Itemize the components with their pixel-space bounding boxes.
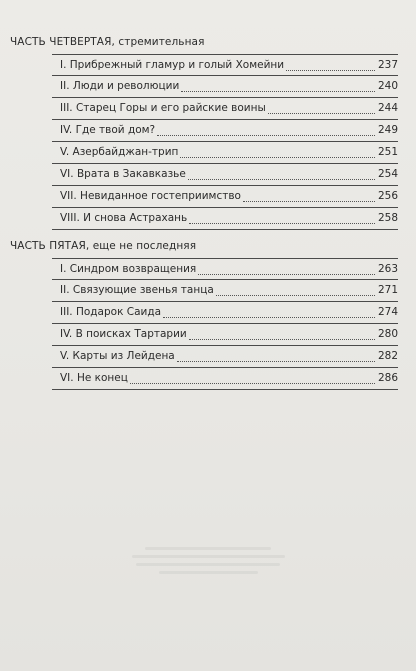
- toc-entry-page: 286: [377, 372, 398, 384]
- toc-entry-page: 271: [377, 284, 398, 296]
- part-title: ЧАСТЬ ЧЕТВЕРТАЯ, стремительная: [10, 36, 205, 48]
- toc-entry-title: VI. Не конец: [60, 372, 128, 384]
- toc-entry-title: VII. Невиданное гостеприимство: [60, 190, 241, 202]
- leader-dots: [157, 134, 375, 136]
- toc-entry: [52, 164, 398, 186]
- toc-entry-page: 258: [377, 212, 398, 224]
- toc-entry: [52, 76, 398, 98]
- toc-entry: [52, 142, 398, 164]
- toc-entry-title: VI. Врата в Закавказье: [60, 168, 186, 180]
- toc-entry-page: 237: [377, 59, 398, 71]
- toc-entry: [52, 120, 398, 142]
- leader-dots: [198, 273, 375, 275]
- toc-entry-title: V. Азербайджан-трип: [60, 146, 179, 158]
- toc-entry-title: IV. Где твой дом?: [60, 124, 156, 136]
- leader-dots: [180, 156, 375, 158]
- toc-entry-page: 282: [377, 350, 398, 362]
- toc-entry-title: IV. В поисках Тартарии: [60, 328, 187, 340]
- toc-list: [52, 54, 398, 230]
- leader-dots: [268, 112, 375, 114]
- toc-entry: [52, 186, 398, 208]
- toc-entry-title: I. Прибрежный гламур и голый Хомейни: [60, 59, 285, 71]
- leader-dots: [163, 316, 375, 318]
- toc-entry-title: V. Карты из Лейдена: [60, 350, 175, 362]
- show-through-imprint: [118, 542, 298, 602]
- leader-dots: [181, 90, 375, 92]
- toc-entry: [52, 324, 398, 346]
- toc-entry-page: 254: [377, 168, 398, 180]
- toc-entry: [52, 54, 398, 76]
- toc-list: [52, 258, 398, 390]
- toc-entry-page: 251: [377, 146, 398, 158]
- toc-entry-page: 263: [377, 263, 398, 275]
- leader-dots: [189, 338, 375, 340]
- toc-entry: [52, 258, 398, 280]
- toc-entry-page: 256: [377, 190, 398, 202]
- toc-entry-page: 249: [377, 124, 398, 136]
- toc-entry-page: 274: [377, 306, 398, 318]
- leader-dots: [130, 382, 375, 384]
- leader-dots: [188, 178, 375, 180]
- leader-dots: [286, 69, 375, 71]
- leader-dots: [243, 200, 375, 202]
- toc-entry-page: 280: [377, 328, 398, 340]
- toc-entry-title: VIII. И снова Астрахань: [60, 212, 188, 224]
- toc-entry-title: III. Старец Горы и его райские воины: [60, 102, 266, 114]
- toc-entry: [52, 346, 398, 368]
- toc-entry-title: I. Синдром возвращения: [60, 263, 197, 275]
- leader-dots: [189, 222, 375, 224]
- toc-entry: [52, 368, 398, 390]
- toc-entry-title: II. Люди и революции: [60, 80, 180, 92]
- toc-entry: [52, 208, 398, 230]
- toc-entry-page: 240: [377, 80, 398, 92]
- toc-entry-title: II. Связующие звенья танца: [60, 284, 214, 296]
- part-title: ЧАСТЬ ПЯТАЯ, еще не последняя: [10, 240, 197, 252]
- toc-entry-page: 244: [377, 102, 398, 114]
- toc-entry: [52, 98, 398, 120]
- toc-entry: [52, 302, 398, 324]
- toc-entry-title: III. Подарок Саида: [60, 306, 162, 318]
- leader-dots: [177, 360, 375, 362]
- toc-entry: [52, 280, 398, 302]
- leader-dots: [216, 294, 375, 296]
